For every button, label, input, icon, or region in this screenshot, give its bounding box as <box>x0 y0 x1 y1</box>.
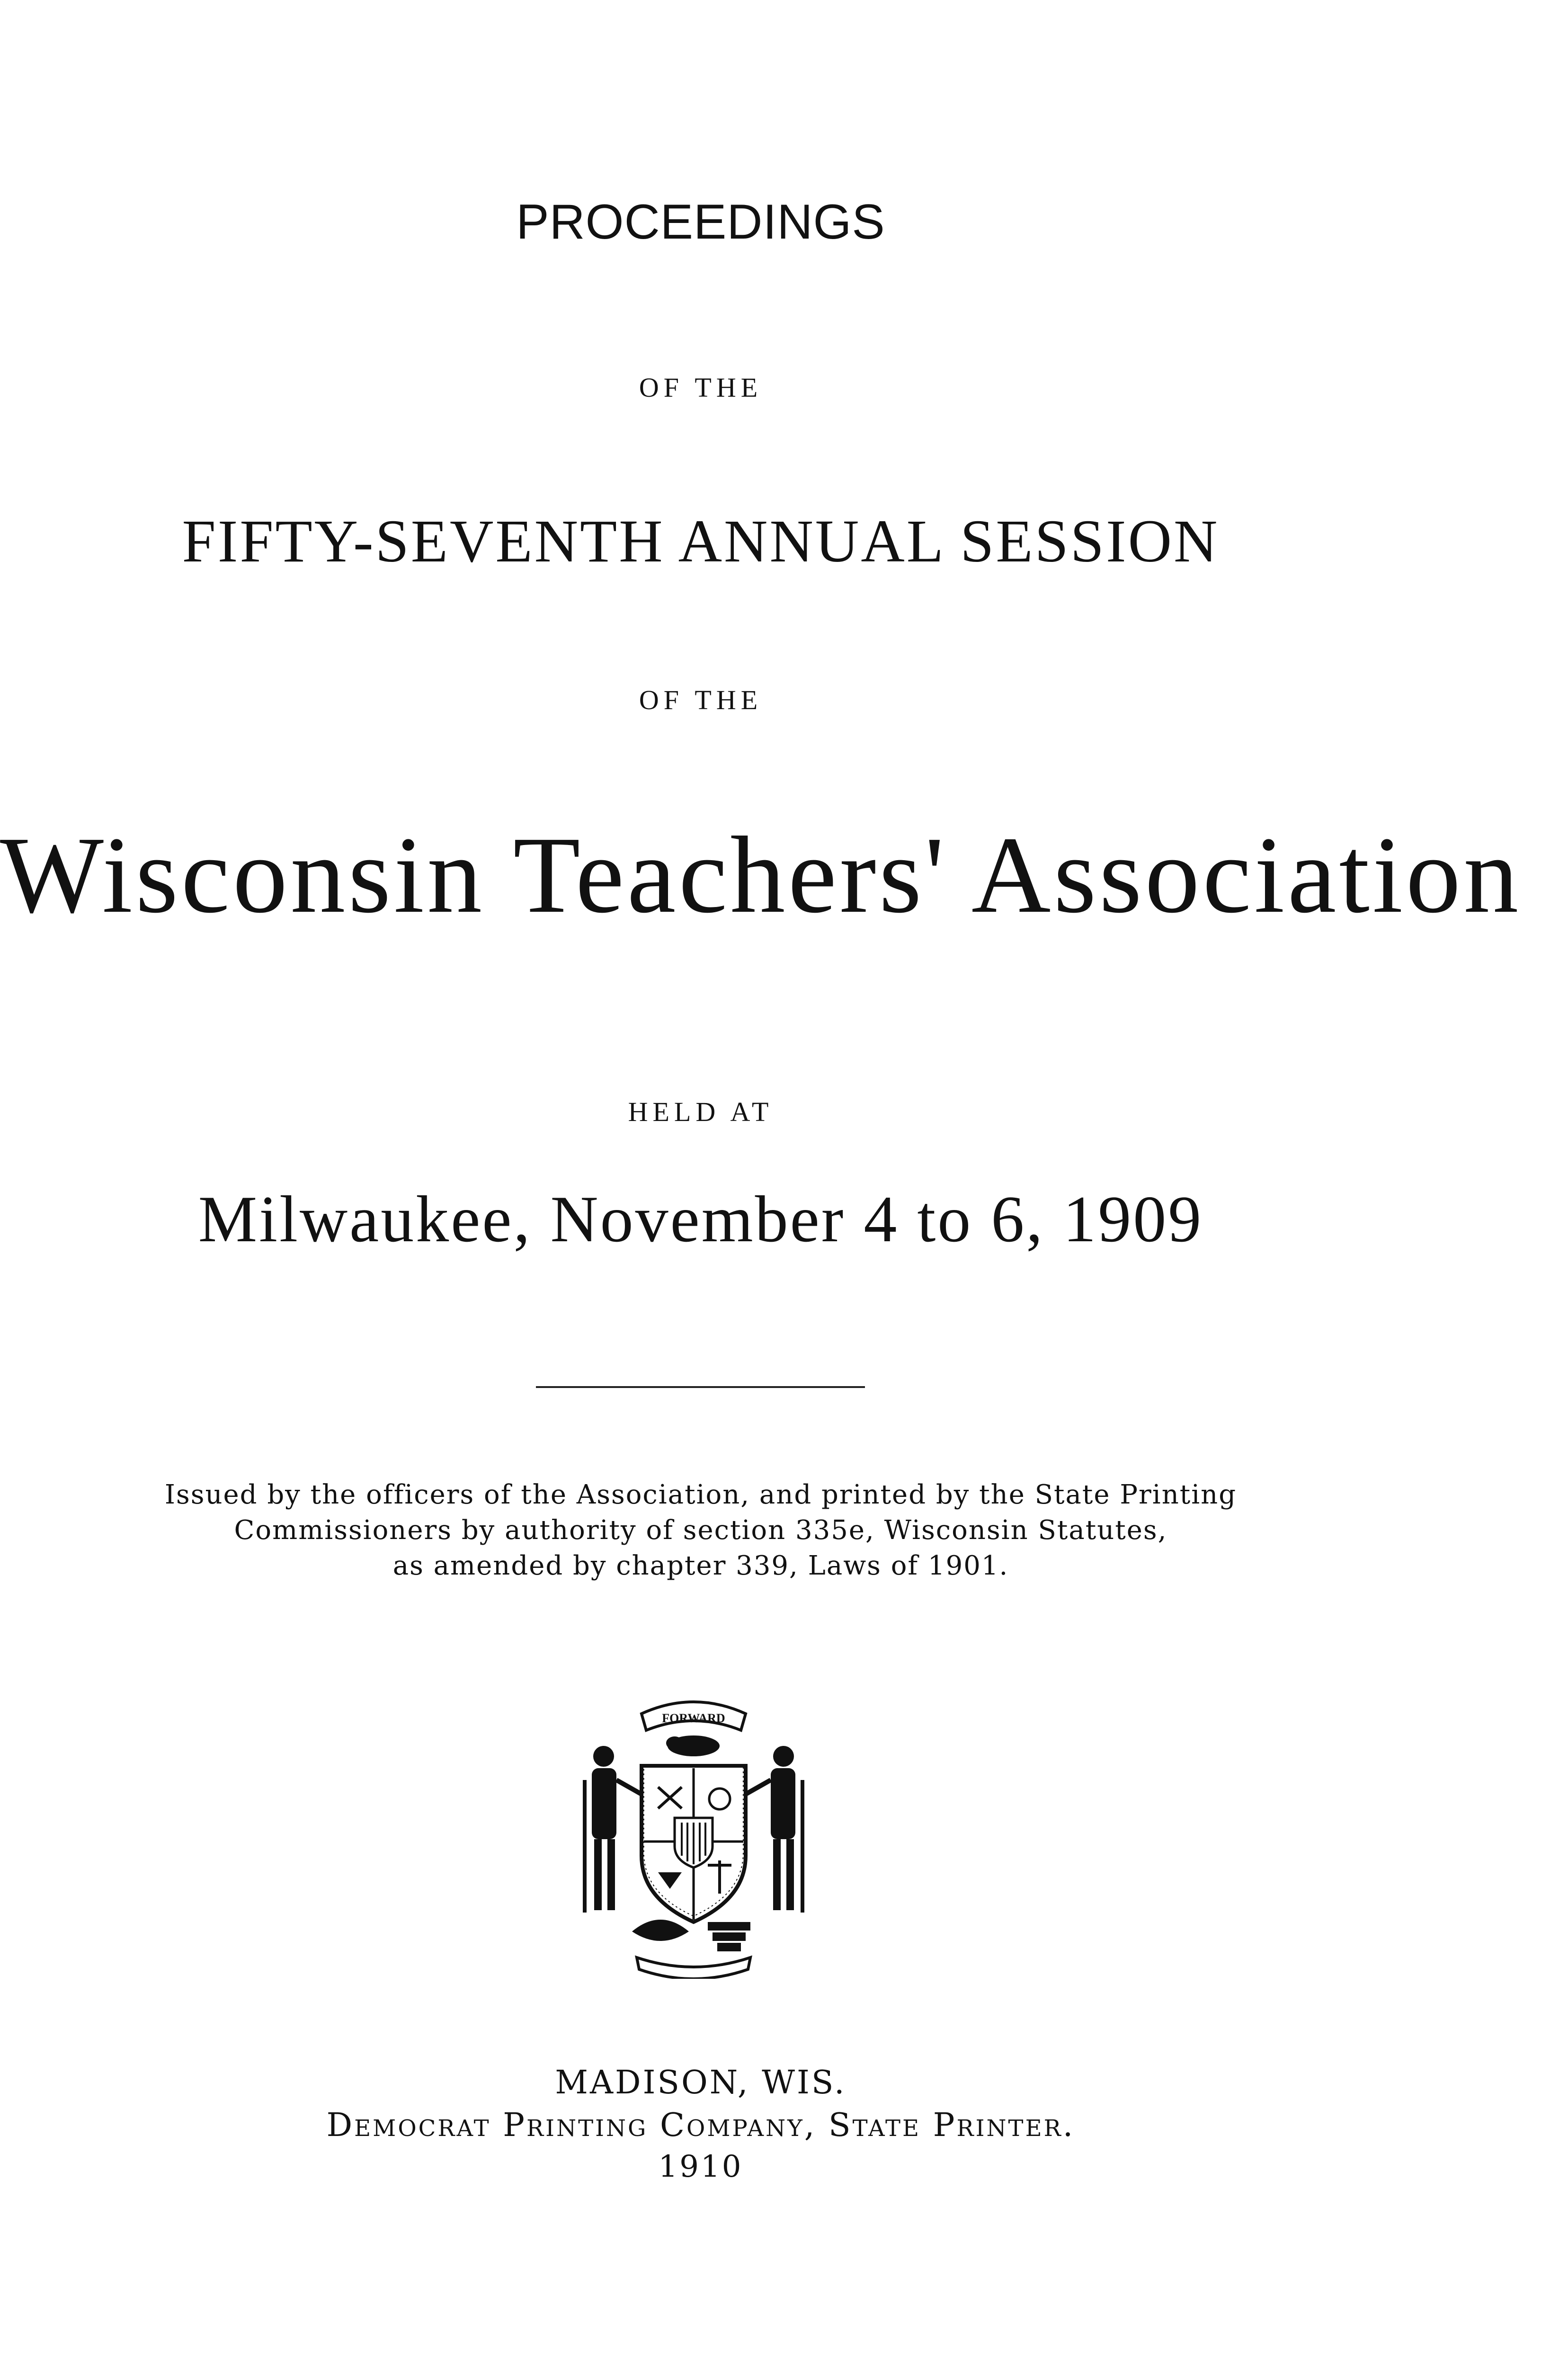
seal-motto: FORWARD <box>662 1711 725 1725</box>
imprint-city: MADISON, WIS. <box>555 2064 846 2101</box>
association-name: Wisconsin Teachers' Association <box>0 814 1522 936</box>
connector-held-at: HELD AT <box>628 1096 774 1127</box>
heading-proceedings: PROCEEDINGS <box>516 195 885 249</box>
imprint-year: 1910 <box>658 2149 743 2184</box>
imprint-printer: Democrat Printing Company, State Printer. <box>326 2107 1075 2144</box>
connector-of-the-2: OF THE <box>639 685 763 715</box>
divider-rule <box>536 1386 865 1388</box>
session-heading: FIFTY-SEVENTH ANNUAL SESSION <box>182 507 1220 575</box>
wisconsin-state-seal-icon <box>566 1685 821 1979</box>
notice-line-3: as amended by chapter 339, Laws of 1901. <box>392 1550 1009 1581</box>
connector-of-the-1: OF THE <box>639 372 763 403</box>
notice-line-1: Issued by the officers of the Association, and printed by the State Printing <box>164 1479 1237 1510</box>
place-and-date: Milwaukee, November 4 to 6, 1909 <box>198 1183 1203 1256</box>
notice-line-2: Commissioners by authority of section 335e, Wisconsin Statutes, <box>234 1515 1167 1546</box>
